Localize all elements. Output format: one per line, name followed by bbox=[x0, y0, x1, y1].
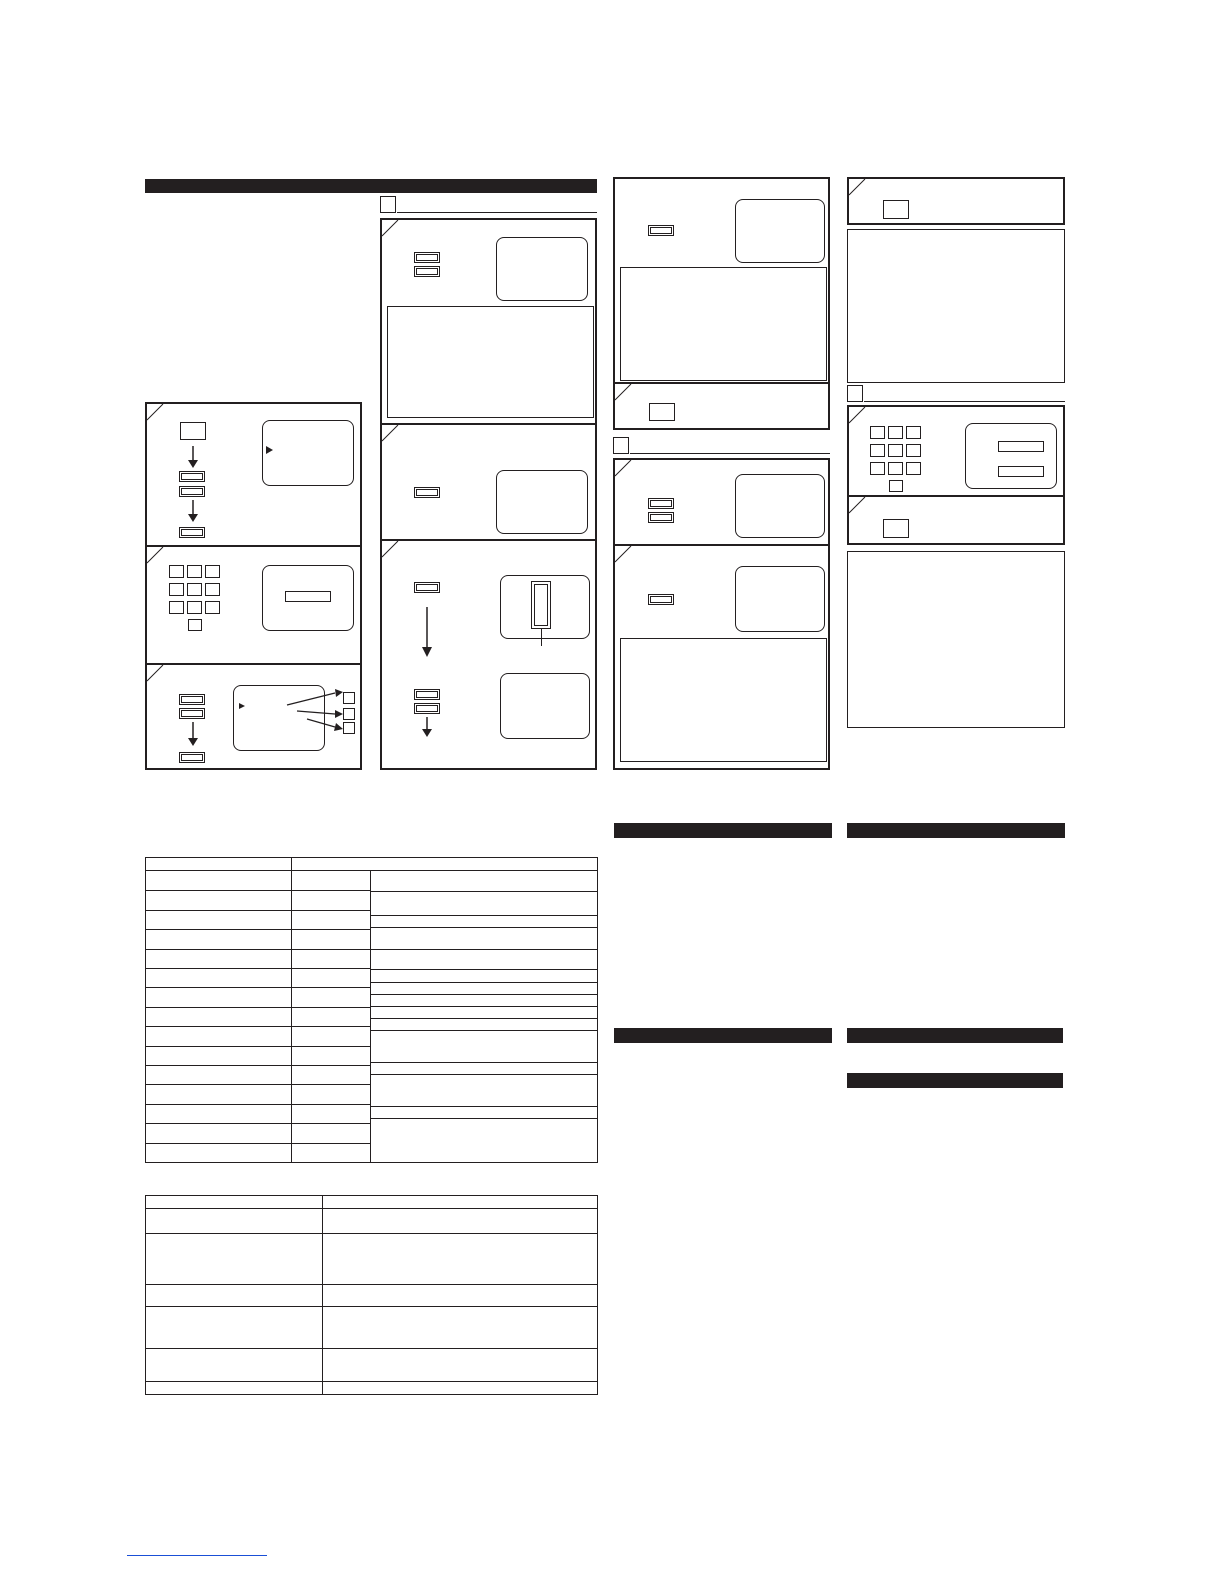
step-panel-1 bbox=[145, 402, 362, 547]
step-slash-icon bbox=[615, 384, 635, 404]
step-slash-icon bbox=[147, 665, 167, 685]
step-panel-5 bbox=[380, 423, 597, 541]
select-up-button[interactable] bbox=[179, 471, 205, 482]
table-row bbox=[370, 927, 597, 928]
section-marker-box bbox=[613, 437, 629, 454]
key-9[interactable] bbox=[205, 601, 220, 614]
key-1[interactable] bbox=[870, 426, 885, 439]
table-2 bbox=[145, 1195, 598, 1395]
table-row bbox=[370, 1030, 597, 1031]
option-box-b bbox=[343, 708, 355, 720]
key-7[interactable] bbox=[169, 601, 184, 614]
step-panel-6 bbox=[380, 539, 597, 770]
table-row bbox=[146, 1284, 597, 1285]
table-row bbox=[146, 1007, 370, 1008]
key-0[interactable] bbox=[188, 619, 202, 631]
select-down-button[interactable] bbox=[648, 512, 674, 523]
step-panel-3 bbox=[145, 663, 362, 770]
select-down-button[interactable] bbox=[414, 266, 440, 277]
cursor-triangle-icon bbox=[239, 703, 246, 710]
table-row bbox=[146, 987, 370, 988]
step-slash-icon bbox=[615, 546, 635, 566]
step-panel-13 bbox=[847, 495, 1065, 545]
tv-screen-menu bbox=[262, 420, 354, 486]
table-row bbox=[370, 1062, 597, 1063]
step-panel-12 bbox=[847, 405, 1065, 497]
number-keypad bbox=[169, 565, 225, 629]
table-row bbox=[370, 994, 597, 995]
section-heading-bar bbox=[145, 179, 597, 193]
footer-link[interactable] bbox=[127, 1555, 267, 1556]
step-panel-8 bbox=[613, 382, 830, 430]
section-marker-line bbox=[397, 212, 597, 213]
select-up-button[interactable] bbox=[414, 252, 440, 263]
table-row bbox=[146, 1084, 370, 1085]
key-7[interactable] bbox=[870, 462, 885, 475]
section-heading-bar bbox=[614, 823, 832, 838]
table-row bbox=[370, 1018, 597, 1019]
step-slash-icon bbox=[849, 497, 869, 517]
select-button[interactable] bbox=[414, 582, 440, 593]
key-1[interactable] bbox=[169, 565, 184, 578]
arrow-down-icon bbox=[187, 722, 199, 746]
step-slash-icon bbox=[849, 407, 869, 427]
section-marker-line bbox=[630, 453, 830, 454]
select-up-button[interactable] bbox=[648, 498, 674, 509]
menu-button[interactable] bbox=[180, 422, 206, 440]
step-panel-2 bbox=[145, 545, 362, 665]
table-col-divider bbox=[291, 858, 292, 1162]
section-heading-bar bbox=[847, 1073, 1063, 1088]
tv-screen bbox=[496, 470, 588, 534]
step-slash-icon bbox=[382, 425, 402, 445]
cursor-triangle-icon bbox=[266, 446, 274, 454]
arrow-down-icon bbox=[421, 607, 433, 657]
table-row bbox=[370, 1106, 597, 1107]
select-button[interactable] bbox=[414, 487, 440, 498]
select-down-button[interactable] bbox=[179, 708, 205, 719]
key-6[interactable] bbox=[205, 583, 220, 596]
table-row bbox=[370, 969, 597, 970]
select-down-button[interactable] bbox=[179, 486, 205, 497]
section-marker-box bbox=[847, 385, 863, 402]
step-slash-icon bbox=[382, 220, 402, 240]
table-row bbox=[146, 968, 370, 969]
table-row bbox=[370, 1006, 597, 1007]
note-box bbox=[387, 306, 594, 418]
arrow-down-icon bbox=[421, 717, 433, 739]
level-bar bbox=[531, 581, 551, 629]
section-marker-line bbox=[864, 401, 1065, 402]
key-0[interactable] bbox=[889, 480, 903, 492]
tv-screen bbox=[735, 566, 825, 632]
table-row bbox=[146, 1065, 370, 1066]
table-col-divider bbox=[322, 1196, 323, 1394]
key-4[interactable] bbox=[870, 444, 885, 457]
code-confirm-box bbox=[998, 466, 1044, 477]
step-panel-10 bbox=[613, 544, 830, 770]
section-heading-bar bbox=[847, 823, 1065, 838]
table-row bbox=[146, 1026, 370, 1027]
table-row bbox=[370, 1118, 597, 1119]
tv-screen bbox=[735, 199, 825, 263]
tv-screen-bar bbox=[500, 575, 590, 639]
exit-button[interactable] bbox=[883, 519, 909, 538]
key-8[interactable] bbox=[888, 462, 903, 475]
table-row bbox=[146, 1123, 370, 1124]
table-row bbox=[146, 1348, 597, 1349]
section-heading-bar bbox=[614, 1028, 832, 1043]
table-1 bbox=[145, 857, 598, 1163]
table-row bbox=[370, 982, 597, 983]
enter-button[interactable] bbox=[179, 527, 205, 538]
table-row bbox=[146, 910, 370, 911]
step-slash-icon bbox=[147, 547, 167, 567]
table-row bbox=[370, 949, 597, 950]
table-row bbox=[146, 1233, 597, 1234]
key-4[interactable] bbox=[169, 583, 184, 596]
table-row bbox=[370, 891, 597, 892]
tv-screen bbox=[496, 237, 588, 301]
arrow-down-icon bbox=[187, 446, 199, 468]
tv-screen-code bbox=[965, 423, 1057, 489]
select-up-button[interactable] bbox=[179, 694, 205, 705]
table-row bbox=[146, 949, 370, 950]
table-row bbox=[146, 929, 370, 930]
note-box bbox=[620, 638, 827, 762]
step-slash-icon bbox=[147, 404, 167, 424]
table-row bbox=[146, 1143, 370, 1144]
table-row bbox=[146, 1046, 370, 1047]
key-9[interactable] bbox=[906, 462, 921, 475]
select-down-button[interactable] bbox=[414, 703, 440, 714]
table-row bbox=[146, 1306, 597, 1307]
step-panel-4 bbox=[380, 218, 597, 425]
arrow-down-icon bbox=[187, 500, 199, 522]
note-box bbox=[847, 551, 1065, 728]
enter-button[interactable] bbox=[179, 752, 205, 763]
exit-button[interactable] bbox=[649, 403, 675, 421]
table-row bbox=[370, 915, 597, 916]
step-slash-icon bbox=[849, 179, 869, 199]
step-panel-9 bbox=[613, 458, 830, 546]
select-up-button[interactable] bbox=[414, 689, 440, 700]
key-8[interactable] bbox=[187, 601, 202, 614]
key-3[interactable] bbox=[906, 426, 921, 439]
code-entry-box bbox=[285, 591, 331, 602]
section-marker-box bbox=[380, 196, 396, 213]
table-header-row bbox=[146, 858, 597, 871]
select-button[interactable] bbox=[648, 225, 674, 236]
table-row bbox=[146, 890, 370, 891]
section-heading-bar bbox=[847, 1028, 1063, 1043]
tv-screen bbox=[500, 673, 590, 739]
table-row bbox=[146, 1208, 597, 1209]
code-entry-box bbox=[998, 441, 1044, 452]
option-box-a bbox=[343, 692, 355, 704]
key-5[interactable] bbox=[187, 583, 202, 596]
table-row bbox=[370, 1074, 597, 1075]
key-6[interactable] bbox=[906, 444, 921, 457]
table-row bbox=[146, 1104, 370, 1105]
number-keypad bbox=[870, 426, 926, 490]
option-box-c bbox=[343, 722, 355, 734]
exit-button[interactable] bbox=[883, 200, 909, 219]
step-panel-7 bbox=[613, 177, 830, 384]
tv-screen bbox=[735, 474, 825, 538]
note-box bbox=[847, 229, 1065, 383]
level-pointer-line bbox=[541, 629, 542, 646]
key-5[interactable] bbox=[888, 444, 903, 457]
tv-screen-code bbox=[262, 565, 354, 631]
key-3[interactable] bbox=[205, 565, 220, 578]
step-slash-icon bbox=[382, 541, 402, 561]
step-slash-icon bbox=[615, 460, 635, 480]
select-button[interactable] bbox=[648, 594, 674, 605]
table-row bbox=[146, 1381, 597, 1382]
note-box bbox=[620, 267, 827, 381]
step-panel-11 bbox=[847, 177, 1065, 225]
key-2[interactable] bbox=[888, 426, 903, 439]
key-2[interactable] bbox=[187, 565, 202, 578]
